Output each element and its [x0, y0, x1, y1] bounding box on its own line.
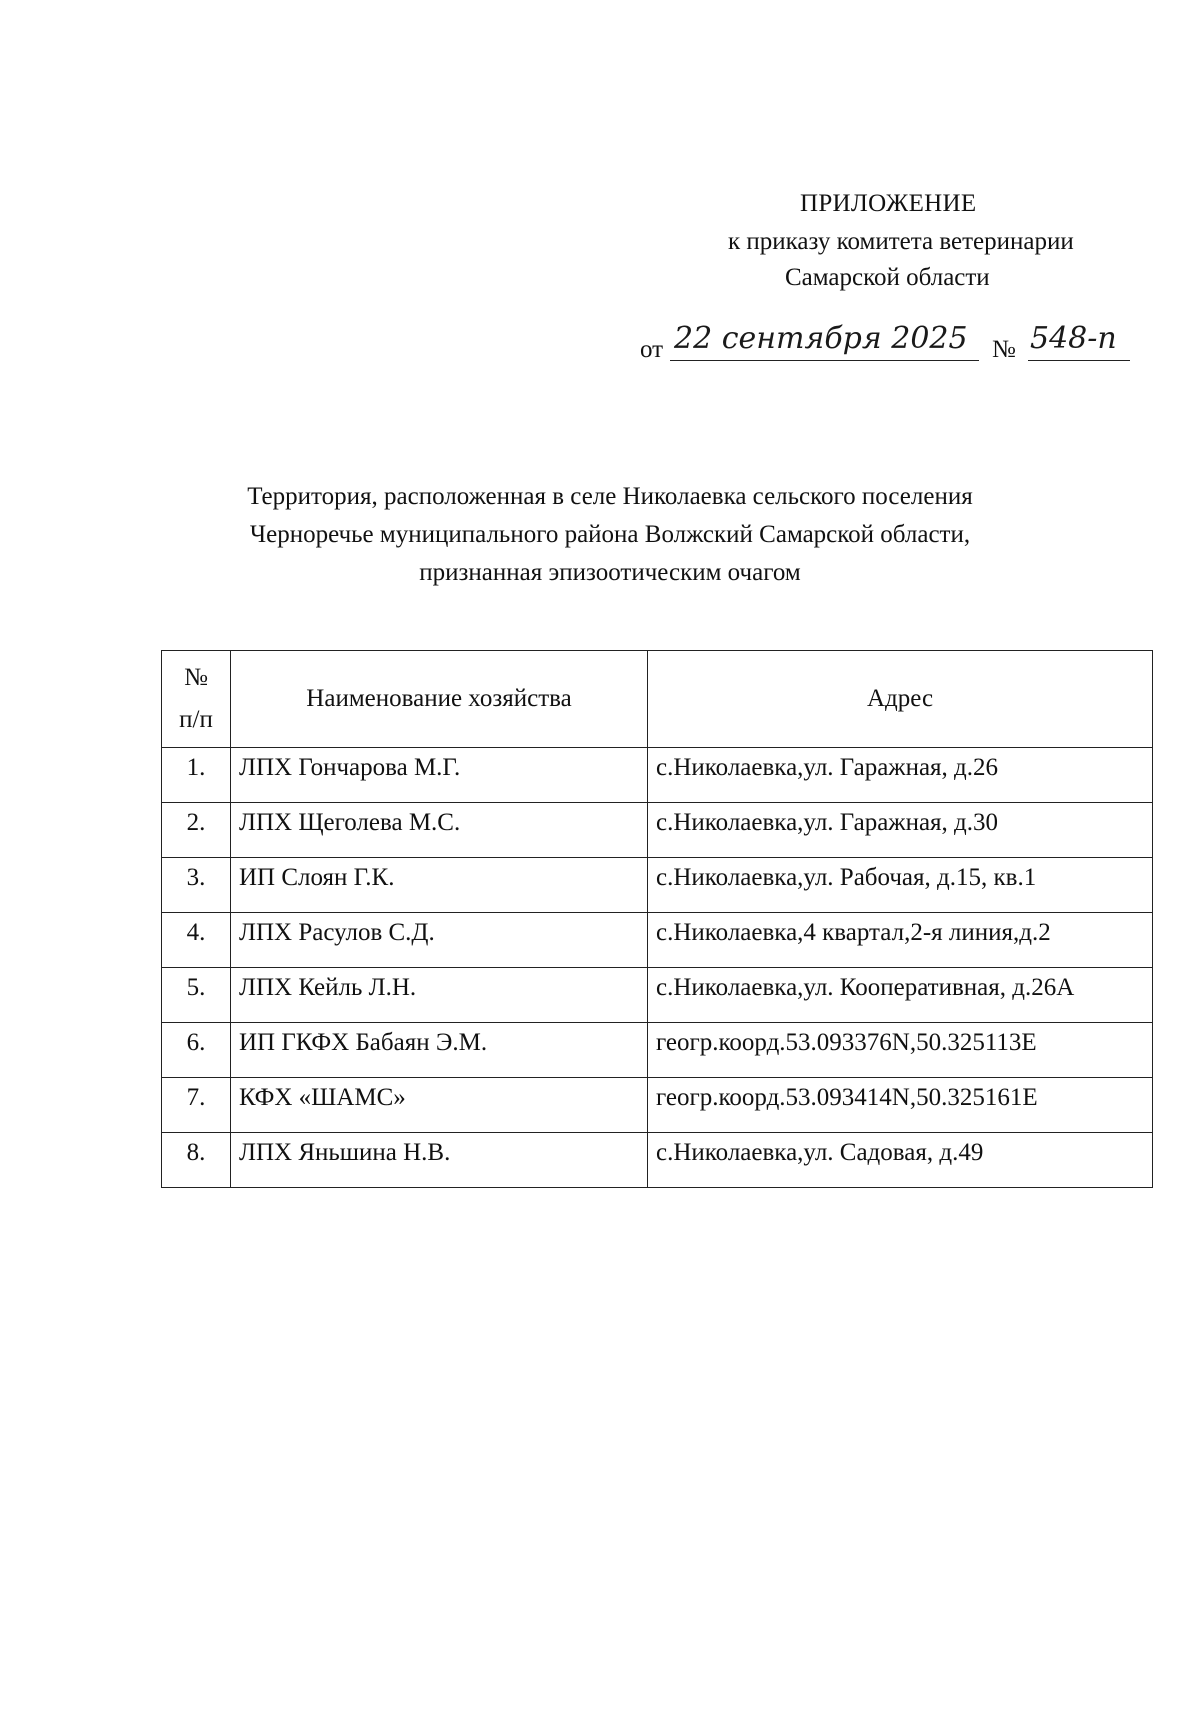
table-row — [162, 748, 1153, 803]
table-body — [162, 748, 1153, 1188]
order-number-handwritten: 548-п — [1028, 320, 1130, 361]
table-row — [162, 968, 1153, 1023]
table-row — [162, 1133, 1153, 1188]
order-reference — [640, 318, 1130, 368]
row-address: с.Николаевка,4 квартал,2-я линия,д.2 — [648, 913, 1153, 968]
row-address: геогр.коорд.53.093376N,50.325113E — [648, 1023, 1153, 1078]
header-farm-name: Наименование хозяйства — [231, 651, 648, 748]
appendix-subtitle: к приказу комитета ветеринарии — [728, 228, 1074, 255]
row-address: с.Николаевка,ул. Гаражная, д.30 — [648, 803, 1153, 858]
appendix-title: ПРИЛОЖЕНИЕ — [800, 190, 977, 217]
row-address: с.Николаевка,ул. Гаражная, д.26 — [648, 748, 1153, 803]
row-farm-name: ИП Слоян Г.К. — [231, 858, 648, 913]
row-farm-name: ЛПХ Яньшина Н.В. — [231, 1133, 648, 1188]
row-farm-name: ИП ГКФХ Бабаян Э.М. — [231, 1023, 648, 1078]
row-number: 5. — [162, 968, 231, 1023]
row-address: геогр.коорд.53.093414N,50.325161E — [648, 1078, 1153, 1133]
table-row — [162, 1023, 1153, 1078]
document-title-line: признанная эпизоотическим очагом — [419, 559, 801, 586]
table-row — [162, 803, 1153, 858]
table-header-row — [162, 651, 1153, 748]
row-farm-name: КФХ «ШАМС» — [231, 1078, 648, 1133]
order-date-handwritten: 22 сентября 2025 — [670, 320, 979, 361]
document-title-line: Черноречье муниципального района Волжский Самарской области, — [249, 521, 971, 548]
row-address: с.Николаевка,ул. Садовая, д.49 — [648, 1133, 1153, 1188]
row-number: 3. — [162, 858, 231, 913]
row-farm-name: ЛПХ Щеголева М.С. — [231, 803, 648, 858]
header-number-sign: № — [184, 664, 208, 691]
row-farm-name: ЛПХ Расулов С.Д. — [231, 913, 648, 968]
header-number — [162, 651, 231, 748]
row-number: 8. — [162, 1133, 231, 1188]
row-number: 7. — [162, 1078, 231, 1133]
table-row — [162, 1078, 1153, 1133]
appendix-region: Самарской области — [785, 264, 990, 291]
row-address: с.Николаевка,ул. Кооперативная, д.26А — [648, 968, 1153, 1023]
row-number: 4. — [162, 913, 231, 968]
row-farm-name: ЛПХ Кейль Л.Н. — [231, 968, 648, 1023]
order-from-label: от — [640, 336, 664, 363]
table-row — [162, 858, 1153, 913]
farms-table — [161, 650, 1153, 1188]
header-number-pp: п/п — [179, 706, 213, 733]
row-number: 1. — [162, 748, 231, 803]
row-number: 2. — [162, 803, 231, 858]
document-title — [150, 478, 1070, 592]
row-address: с.Николаевка,ул. Рабочая, д.15, кв.1 — [648, 858, 1153, 913]
row-number: 6. — [162, 1023, 231, 1078]
row-farm-name: ЛПХ Гончарова М.Г. — [231, 748, 648, 803]
document-title-line: Территория, расположенная в селе Николаевка сельского поселения — [247, 483, 973, 510]
table-row — [162, 913, 1153, 968]
order-number-label: № — [992, 336, 1016, 363]
header-address: Адрес — [648, 651, 1153, 748]
